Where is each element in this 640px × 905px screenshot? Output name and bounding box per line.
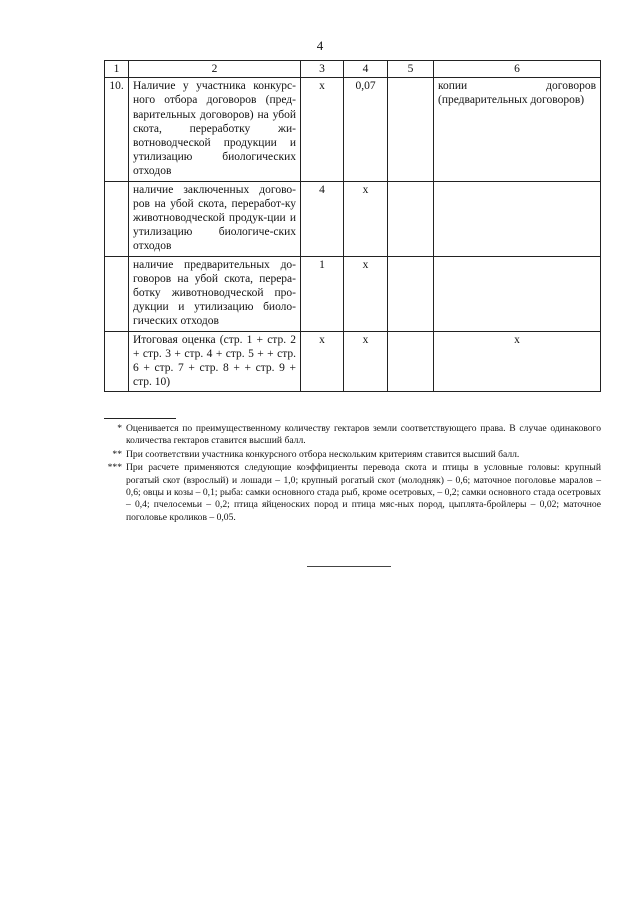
row-number [105,181,129,256]
table-row [105,78,601,181]
footnote-divider [104,418,176,419]
footnote-text: Оценивается по преимущественному количеству гектаров земли соответствующего права. В случае одинакового количества гектаров ставится высший балл. [126,423,601,447]
footnote [104,462,601,524]
footnote [104,423,601,448]
score-cell: х [301,331,344,392]
score-cell: 4 [301,181,344,256]
column-header: 2 [129,61,301,78]
criterion-text: наличие заключенных догово-ров на убой скота, переработ-ку животноводческой продук-ции и утилизацию биологиче-ских отходов [129,181,301,256]
column-header: 3 [301,61,344,78]
criterion-text: Итоговая оценка (стр. 1 + стр. 2 + стр. 3 + стр. 4 + стр. 5 + + стр. 6 + стр. 7 + стр. 8 + + стр. 9 + стр. 10) [129,331,301,392]
documents-cell [434,181,601,256]
row-number [105,256,129,331]
score-cell: х [301,78,344,181]
column-header: 6 [434,61,601,78]
table-row [105,181,601,256]
column-header: 1 [105,61,129,78]
footnotes [104,423,601,525]
footnote-mark: ** [112,448,122,460]
documents-cell [434,256,601,331]
documents-cell: копии договоров (предварительных договоров) [434,78,601,181]
page-number: 4 [316,38,324,53]
footnote-mark: * [117,423,122,434]
footnote-mark: *** [107,462,122,474]
criterion-text: Наличие у участника конкурс-ного отбора договоров (пред-варительных договоров) на убой скота, переработку жи-вотноводческой продукции и утилизацию биологических отходов [129,78,301,181]
column-header: 5 [388,61,434,78]
empty-cell [388,331,434,392]
row-number: 10. [105,78,129,181]
criteria-table [104,60,601,392]
score-cell: 1 [301,256,344,331]
criterion-text: наличие предварительных до-говоров на убой скота, перера-ботку животноводческой про-дукции и утилизацию биоло-гических отходов [129,256,301,331]
weight-cell: х [344,331,388,392]
column-header: 4 [344,61,388,78]
weight-cell: х [344,256,388,331]
empty-cell [388,181,434,256]
empty-cell [388,256,434,331]
footnote-text: При расчете применяются следующие коэффициенты перевода скота и птицы в условные головы: крупный рогатый скот (взрослый) и лошади – 1,0; крупный рогатый скот (молодняк) – 0,6; маточное поголовье маралов – 0,6; овцы и козы – 0,1; рыба: самки основного стада рыб, кроме осетровых, – 0,2; самки основного стада осетровых – 0,4; пчелосемьи – 0,2; птица яйценоских пород и птица мяс-ных пород, цыплята-бройлеры – 0,02; маточное поголовье кроликов – 0,05. [126,462,601,523]
footnote [104,449,601,461]
table-row [105,256,601,331]
footnote-text: При соответствии участника конкурсного отбора нескольким критериям ставится высший балл. [126,448,520,460]
documents-cell: х [434,331,601,392]
table-header-row [105,61,601,78]
end-divider [307,566,391,567]
table-row [105,331,601,392]
empty-cell [388,78,434,181]
weight-cell: х [344,181,388,256]
weight-cell: 0,07 [344,78,388,181]
row-number [105,331,129,392]
